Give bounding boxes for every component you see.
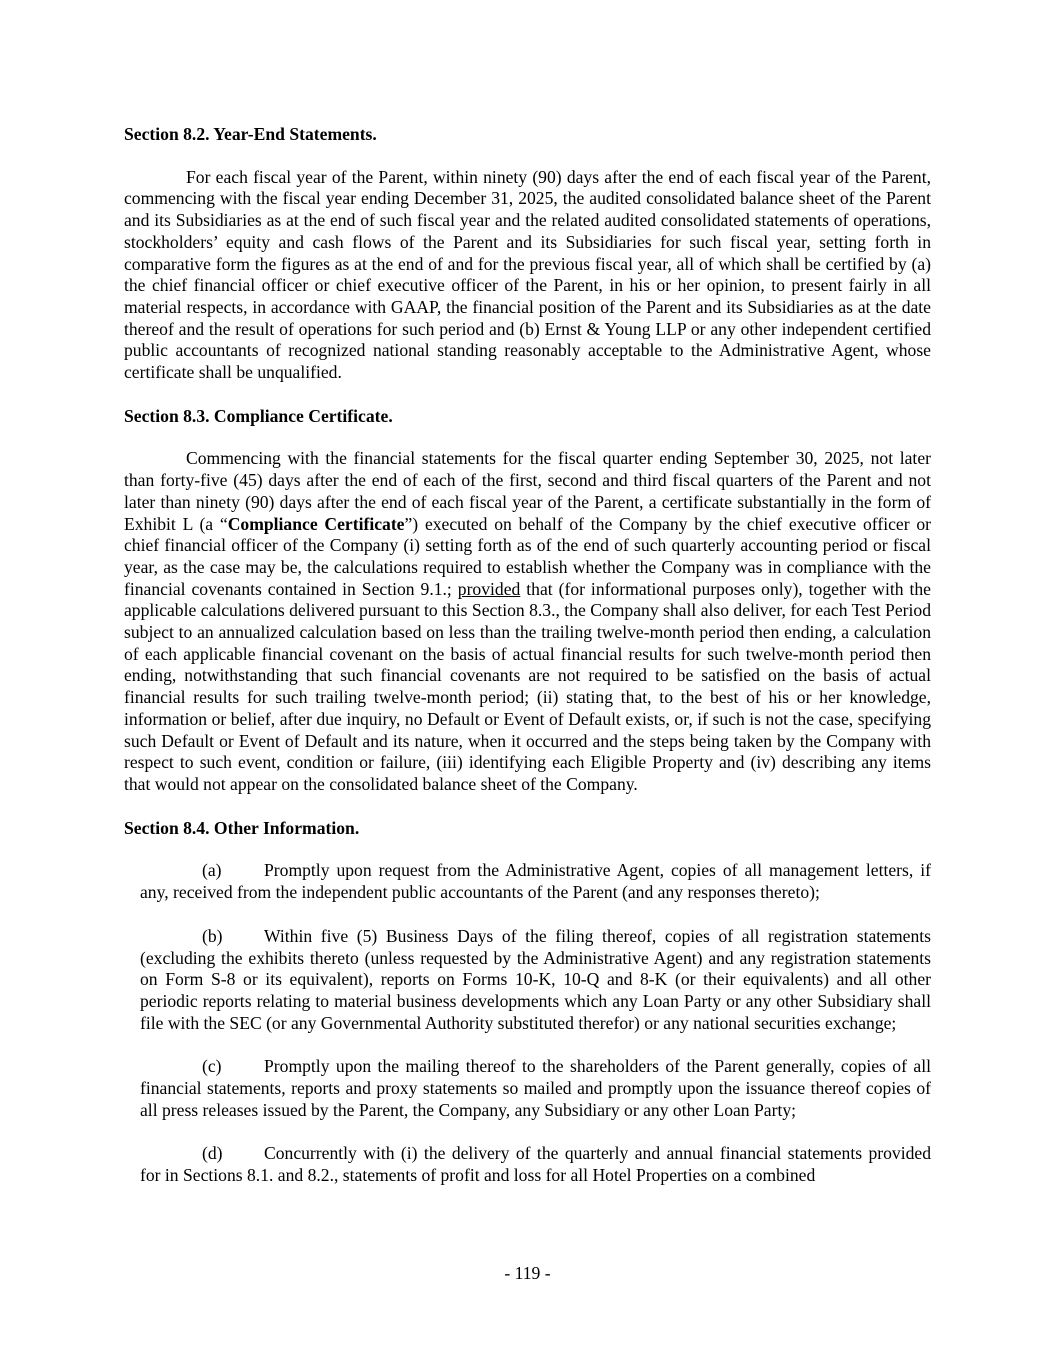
compliance-certificate-term: Compliance Certificate (227, 513, 405, 534)
list-item-label: (b) (202, 925, 223, 946)
section-8-3-body-part-3: that (for informational purposes only), together with the applicable calculations delivered pursuant to this Section 8.3., the Company shall also deliver, for each Test Period subject to an annualized calculation based on less than the trailing twelve-month period then ending, a calculation of each applicable financial covenant on the basis of actual financial results for such twelve-month period then ending, notwithstanding that such financial covenants are not required to be satisfied on the basis of actual financial results for such trailing twelve-month period; (ii) stating that, to the best of his or her knowledge, information or belief, after due inquiry, no Default or Event of Default exists, or, if such is not the case, specifying such Default or Event of Default and its nature, when it occurred and the steps being taken by the Company with respect to such event, condition or failure, (iii) identifying each Eligible Property and (iv) describing any items that would not appear on the consolidated balance sheet of the Company. (124, 578, 931, 794)
list-item-label: (a) (202, 860, 222, 881)
section-8-2-heading: Section 8.2. Year-End Statements. (124, 124, 377, 144)
list-item (140, 1056, 931, 1121)
section-8-3-body (124, 448, 931, 795)
section-8-2-body: For each fiscal year of the Parent, within ninety (90) days after the end of each fiscal year of the Parent, commencing with the fiscal year ending December 31, 2025, the audited consolidated balance sheet of the Parent and its Subsidiaries as at the end of such fiscal year and the related audited consolidated statements of operations, stockholders’ equity and cash flows of the Parent and its Subsidiaries for such fiscal year, setting forth in comparative form the figures as at the end of and for the previous fiscal year, all of which shall be certified by (a) the chief financial officer or chief executive officer of the Parent, in his or her opinion, to present fairly in all material respects, in accordance with GAAP, the financial position of the Parent and its Subsidiaries as at the date thereof and the result of operations for such period and (b) Ernst & Young LLP or any other independent certified public accountants of recognized national standing reasonably acceptable to the Administrative Agent, whose certificate shall be unqualified. (124, 166, 931, 383)
list-item-text: Promptly upon the mailing thereof to the shareholders of the Parent generally, copies of all financial statements, reports and proxy statements so mailed and promptly upon the issuance thereof copies of all press releases issued by the Parent, the Company, any Subsidiary or any other Loan Party; (140, 1056, 931, 1120)
list-item-text: Within five (5) Business Days of the filing thereof, copies of all registration statements (excluding the exhibits thereto (unless requested by the Administrative Agent) and any registration statements on Form S-8 or its equivalent), reports on Forms 10-K, 10-Q and 8-K (or their equivalents) and all other periodic reports relating to material business developments which any Loan Party or any other Subsidiary shall file with the SEC (or any Governmental Authority substituted therefor) or any national securities exchange; (140, 925, 931, 1033)
list-item (140, 1143, 931, 1186)
section-8-3-heading: Section 8.3. Compliance Certificate. (124, 405, 393, 426)
list-item-text: Concurrently with (i) the delivery of the quarterly and annual financial statements provided for in Sections 8.1. and 8.2., statements of profit and loss for all Hotel Properties on a combined (140, 1143, 931, 1186)
list-item-text: Promptly upon request from the Administrative Agent, copies of all management letters, if any, received from the independent public accountants of the Parent (and any responses thereto); (140, 860, 931, 903)
provided-term: provided (457, 578, 521, 599)
section-8-3-body-part-2: ”) executed on behalf of the Company by the chief executive officer or chief financial officer of the Company (i) setting forth as of the end of such quarterly accounting period or fiscal year, as the case may be, the calculations required to establish whether the Company was in compliance with the financial covenants contained in Section 9.1.; (124, 513, 931, 599)
list-item (140, 860, 931, 903)
list-item-label: (d) (202, 1143, 223, 1164)
section-8-3-body-part-1: Commencing with the financial statements for the fiscal quarter ending September 30, 2025, not later than forty-five (45) days after the end of each of the first, second and third fiscal quarters of the Parent and not later than ninety (90) days after the end of each fiscal year of the Parent, a certificate substantially in the form of Exhibit L (a “ (124, 448, 931, 534)
document-page (124, 124, 931, 1209)
page-number: - 119 - (504, 1263, 551, 1283)
section-8-4-heading: Section 8.4. Other Information. (124, 817, 360, 838)
list-item (140, 926, 931, 1035)
list-item-label: (c) (202, 1056, 222, 1077)
